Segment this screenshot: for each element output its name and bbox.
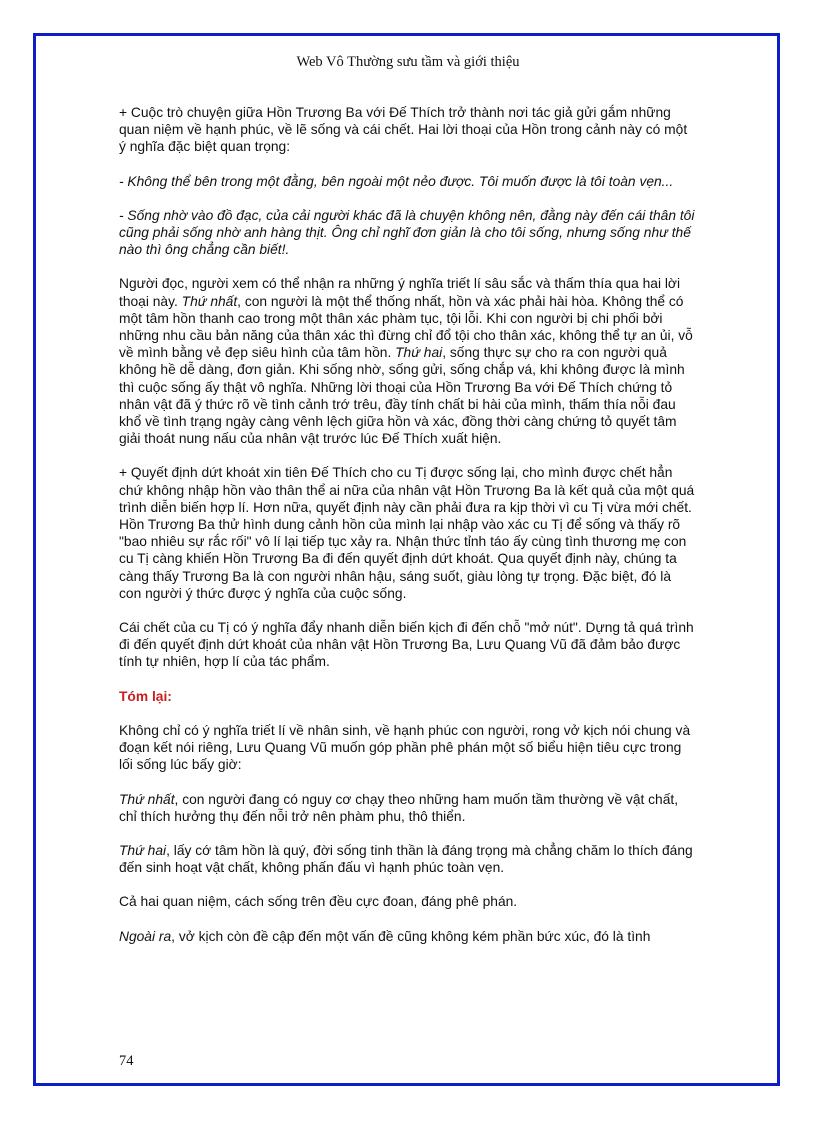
document-body (119, 104, 697, 962)
analysis-second-label: Thứ hai (395, 345, 443, 361)
analysis-intro: Người đọc, người xem có thể nhận ra những ý nghĩa triết lí sâu sắc và thấm thía qua hai lời thoại này. (119, 276, 681, 309)
paragraph-1: + Cuộc trò chuyện giữa Hồn Trương Ba với Đế Thích trở thành nơi tác giả gửi gắm những quan niệm về hạnh phúc, về lẽ sống và cái chết. Hai lời thoại của Hồn trong cảnh này có một ý nghĩa đặc biệt quan trọng: (119, 105, 688, 155)
first-label: Thứ nhất (119, 791, 175, 807)
paragraph-conclusion: Cả hai quan niệm, cách sống trên đều cực đoan, đáng phê phán. (119, 894, 518, 910)
first-text: , con người đang có nguy cơ chạy theo những ham muốn tầm thường về vật chất, chỉ thích hưởng thụ đến nỗi trở nên phàm phu, thô thiển. (119, 791, 679, 824)
paragraph-summary: Không chỉ có ý nghĩa triết lí về nhân sinh, về hạnh phúc con người, rong vở kịch nói chung và đoạn kết nói riêng, Lưu Quang Vũ muốn góp phần phê phán một số biểu hiện tiêu cực trong lối sống lúc bấy giờ: (119, 722, 691, 773)
analysis-first-label: Thứ nhất (181, 293, 238, 309)
paragraph-second (119, 842, 697, 876)
paragraph-analysis (119, 275, 697, 447)
also-label: Ngoài ra (119, 928, 172, 944)
analysis-first-text: , con người là một thể thống nhất, hồn và xác phải hài hòa. Không thể có một tâm hồn thanh cao trong một thân xác phàm tục, tội lỗi. Khi con người bị chi phối bởi những nhu cầu bản năng của thân xác thì đừng chỉ đổ tội cho thân xác, không thể tự an ủi, vỗ về mình bằng vẻ đẹp siêu hình của tâm hồn. (119, 293, 693, 361)
paragraph-decision: + Quyết định dứt khoát xin tiên Đế Thích cho cu Tị được sống lại, cho mình được chết hẳn chứ không nhập hồn vào thân thể ai nữa của nhân vật Hồn Trương Ba là kết quả của một quá trình diễn biến hợp lí. Hơn nữa, quyết định này cần phải đưa ra kịp thời vì cu Tị vừa mới chết. Hồn Trương Ba thử hình dung cảnh hồn của mình lại nhập vào xác cu Tị để sống và thấy rõ "bao nhiêu sự rắc rối" vô lí lại tiếp tục xảy ra. Nhận thức tỉnh táo ấy cùng tình thương mẹ con cu Tị càng khiến Hồn Trương Ba đi đến quyết định dứt khoát. Qua quyết định này, chúng ta càng thấy Trương Ba là con người nhân hậu, sáng suốt, giàu lòng tự trọng. Đặc biệt, đó là con người ý thức được ý nghĩa của cuộc sống. (119, 465, 695, 601)
quote-2: - Sống nhờ vào đồ đạc, của cải người khác đã là chuyện không nên, đằng này đến cái thân tôi cũng phải sống nhờ anh hàng thịt. Ông chỉ nghĩ đơn giản là cho tôi sống, nhưng sống như thế nào thì ông chẳng cần biết!. (119, 207, 695, 258)
also-text: , vở kịch còn đề cập đến một vấn đề cũng không kém phần bức xúc, đó là tình (171, 928, 651, 944)
page-header: Web Vô Thường sưu tầm và giới thiệu (296, 54, 520, 70)
second-label: Thứ hai (119, 842, 167, 858)
paragraph-death: Cái chết của cu Tị có ý nghĩa đẩy nhanh diễn biến kịch đi đến chỗ "mở nút". Dựng tả quá trình đi đến quyết định dứt khoát của nhân vật Hồn Trương Ba, Lưu Quang Vũ đã đảm bảo được tính tự nhiên, hợp lí của tác phẩm. (119, 620, 694, 670)
analysis-second-text: , sống thực sự cho ra con người quả không hề dễ dàng, đơn giản. Khi sống nhờ, sống gửi, sống chắp vá, khi không được là mình thì cuộc sống ấy thật vô nghĩa. Những lời thoại của Hồn Trương Ba với Đế Thích chứng tỏ nhân vật đã ý thức rõ về tình cảnh trớ trêu, đầy tính chất bi hài của mình, thấm thía nỗi đau khổ về tình trạng ngày càng vênh lệch giữa hồn và xác, đồng thời càng chứng tỏ quyết tâm giải thoát nung nấu của nhân vật trước lúc Đế Thích xuất hiện. (119, 345, 685, 447)
quote-1: - Không thể bên trong một đằng, bên ngoài một nẻo được. Tôi muốn được là tôi toàn vẹn... (119, 173, 674, 189)
second-text: , lấy cớ tâm hồn là quý, đời sống tinh thần là đáng trọng mà chẳng chăm lo thích đáng đến sinh hoạt vật chất, không phấn đấu vì hạnh phúc toàn vẹn. (119, 842, 693, 876)
paragraph-first (119, 791, 697, 825)
summary-heading: Tóm lại: (119, 688, 172, 704)
paragraph-also (119, 928, 697, 945)
page-number: 74 (119, 1053, 134, 1069)
